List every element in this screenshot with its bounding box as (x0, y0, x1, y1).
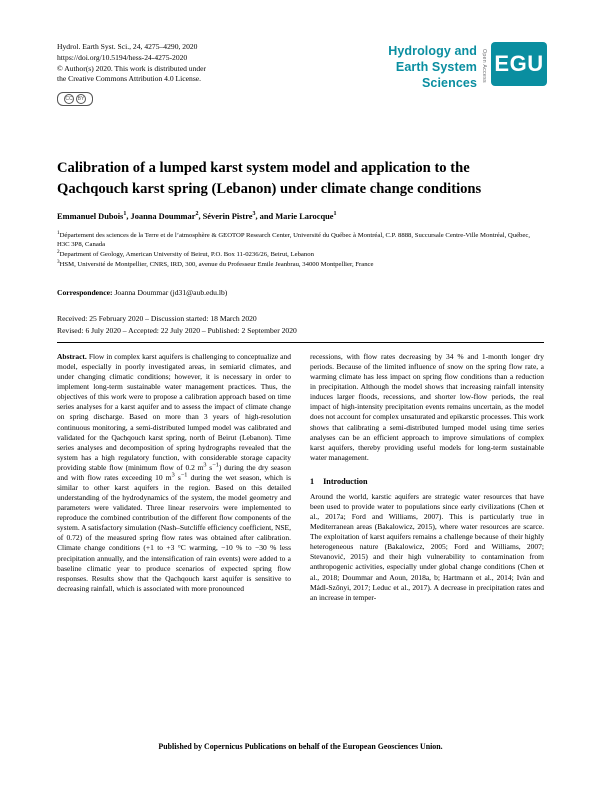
section-number: 1 (310, 476, 315, 486)
author-list: Emmanuel Dubois$^1$, Joanna Doummar$^2$, Séverin Pistre$^3$, and Marie Larocque$^1$ (57, 211, 337, 221)
abstract-text-part1: Flow in complex karst aquifers is challenging to conceptualize and model, especially in poorly investigated areas, in semiarid climates, and under changing climatic conditions; however, it is necessary in order to implement long-term sustainable water management practices. Thus, the objectives of this work were to propose a calibration approach based on time series analyses for a karst aquifer and to assess the impact of climate change on spring discharge. Based on more than 3 years of high-resolution continuous monitoring, a semi-distributed lumped model was calibrated and validated for the Qachqouch karst spring, north of Beirut (Lebanon). Time series analyses and decomposition of spring hydrographs revealed that the system has a high regulatory function, with considerable storage capacity providing stable flow (minimum flow of 0.2 $m^3$ $s^{-1}$) during the dry season and with flow rates exceeding 10 $m^3$ $s^{-1}$ during the wet season, which is similar to other karst aquifers in the region. Based on this detailed understanding of the hydrodynamics of the system, the model geometry and parameters were validated. Three linear reservoirs were implemented to reproduce the combined contribution of the different flow components of the system. A satisfactory simulation (Nash–Sutcliffe efficiency coefficient, NSE, of 0.72) of the measured spring flow rates was obtained after calibration. Climate change conditions (+1 to +3 °C warming, −10 % to −30 % less precipitation annually, and the intensification of rain events) were added to a baseline climatic year to produce scenarios of expected spring flow responses. Results show that the Qachqouch karst aquifer is sensitive to decreasing rainfall, which is associated with more pronounced (57, 352, 292, 593)
revised-line: Revised: 6 July 2020 – Accepted: 22 July 2020 – Published: 2 September 2020 (57, 325, 297, 335)
doi-link[interactable]: https://doi.org/10.5194/hess-24-4275-2020 (57, 52, 188, 62)
column-left (57, 352, 291, 603)
journal-citation-block (57, 42, 307, 106)
cc-by-mark-icon: BY (77, 96, 85, 103)
affiliation-list (57, 231, 544, 270)
publication-dates (57, 313, 297, 337)
page-title: Calibration of a lumped karst system model and application to the Qachqouch karst spring (Lebanon) under climate change conditions (57, 160, 482, 197)
open-access-label: Open Access (481, 49, 487, 83)
introduction-text: Around the world, karstic aquifers are strategic water resources that have been used to provide water to populations since early civilizations (Chen et al., 2017a; Ford and Williams, 2007). This is particularly true in Mediterranean areas (Bakalowicz, 2015), where water resources are scarce. The exploitation of karst aquifers remains a challenge because of their highly heterogeneous nature (Bakalowicz, 2005; Ford and Williams, 2007; Stevanović, 2015) and their high vulnerability to contamination from anthropogenic activities, especially under global change conditions (Chen et al., 2018; Doummar and Aoun, 2018a, b; Hartmann et al., 2014; Iván and Mádl-Szőnyi, 2017; Leduc et al., 2017). A decrease in precipitation rates and an increase in temper- (310, 491, 544, 602)
egu-logo-icon: EGU (491, 42, 547, 86)
affiliation-2: $^2$Department of Geology, American University of Beirut, P.O. Box 11-0236/26, Beirut, Lebanon (57, 248, 314, 258)
affiliation-1: $^1$Département des sciences de la Terre et de l’atmosphère & GEOTOP Research Center, Université du Québec à Montréal, C.P. 8888, Succursale Centre-Ville Montréal, Québec, H3C 3P8, Canada (57, 229, 531, 249)
cc-mark-icon: CC (65, 96, 73, 103)
section-heading (310, 476, 544, 487)
received-line: Received: 25 February 2020 – Discussion started: 18 March 2020 (57, 314, 257, 323)
journal-name-line-2: Earth System (395, 60, 477, 74)
citation-line: Hydrol. Earth Syst. Sci., 24, 4275–4290, 2020 (57, 42, 198, 51)
journal-branding (388, 42, 547, 91)
affiliation-3: $^3$HSM, Université de Montpellier, CNRS, IRD, 300, avenue du Professeur Emile Jeanbrau, 34000 Montpellier, France (57, 258, 374, 268)
body-columns (57, 352, 544, 603)
license-line: the Creative Commons Attribution 4.0 License. (57, 74, 202, 84)
abstract-label: Abstract. (57, 352, 87, 361)
creative-commons-icon (57, 92, 93, 106)
journal-name-line-3: Sciences (421, 76, 477, 90)
abstract-text-part2: recessions, with flow rates decreasing by 34 % and 1-month longer dry periods. Because of the limited influence of snow on the spring flow rate, a warming climate has less impact on spring flow conditions than a reduction in precipitation. Although the model shows that increasing rainfall intensity induces larger floods, recessions, and shorter low-flow periods, the real impact of high-intensity precipitation events remains uncertain, as the model does not account for complex unsaturated and epikarstic processes. This work shows that calibrating a semi-distributed lumped model using time series analyses can be an efficient approach to improve simulations of complex karst aquifers, thereby providing useful models for long-term sustainable water management. (310, 352, 544, 462)
journal-name-line-1: Hydrology and (388, 44, 477, 58)
page-header (57, 42, 547, 106)
column-right (310, 352, 544, 603)
horizontal-divider (57, 342, 544, 343)
section-title: Introduction (323, 476, 368, 486)
abstract-paragraph (57, 352, 291, 594)
page-footer: Published by Copernicus Publications on behalf of the European Geosciences Union. (158, 742, 443, 751)
correspondence (57, 288, 227, 297)
copyright-line: © Author(s) 2020. This work is distributed under (57, 63, 207, 73)
correspondence-value[interactable]: Joanna Doummar (jd31@aub.edu.lb) (114, 288, 228, 297)
journal-name (388, 42, 477, 91)
correspondence-label: Correspondence: (57, 288, 113, 297)
